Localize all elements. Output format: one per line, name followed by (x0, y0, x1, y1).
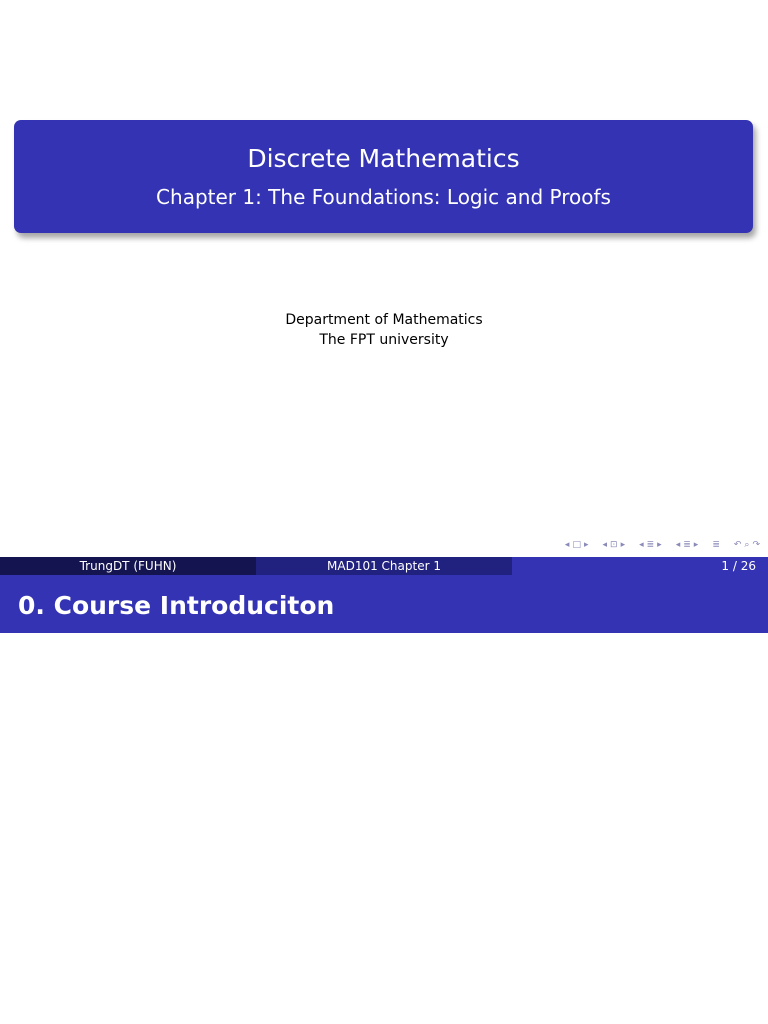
institute (0, 310, 768, 350)
footer-page-number: 1 / 26 (512, 557, 768, 575)
nav-back-icon[interactable]: ↶ (733, 540, 742, 550)
nav-document-icon[interactable]: ≣ (712, 540, 720, 550)
frame-title: 0. Course Introduciton (18, 591, 335, 620)
presentation-subtitle: Chapter 1: The Foundations: Logic and Proofs (156, 185, 611, 209)
nav-next-section-icon[interactable]: ▸ (693, 540, 699, 550)
nav-slide-icon[interactable]: ⊡ (610, 540, 618, 550)
slide-footer (0, 557, 768, 575)
footer-author: TrungDT (FUHN) (0, 557, 256, 575)
nav-section-icon[interactable]: ≣ (683, 540, 691, 550)
nav-prev-section-icon[interactable]: ◂ (675, 540, 681, 550)
nav-frame-icon[interactable]: □ (572, 540, 581, 550)
institute-line-1: Department of Mathematics (285, 312, 483, 328)
presentation-title: Discrete Mathematics (247, 144, 520, 173)
nav-subsection-icon[interactable]: ≣ (646, 540, 655, 550)
nav-forward-icon[interactable]: ↷ (752, 540, 760, 550)
nav-next-frame-icon[interactable]: ▸ (583, 540, 589, 550)
footer-short-title: MAD101 Chapter 1 (256, 557, 512, 575)
institute-line-2: The FPT university (319, 332, 449, 348)
frame-title-bar (0, 575, 768, 633)
nav-prev-slide-icon[interactable]: ◂ (602, 540, 608, 550)
nav-next-subsection-icon[interactable]: ▸ (657, 540, 662, 550)
title-block (14, 120, 753, 233)
nav-next-slide-icon[interactable]: ▸ (620, 540, 626, 550)
nav-prev-frame-icon[interactable]: ◂ (564, 540, 570, 550)
beamer-navigation-symbols[interactable] (565, 538, 760, 552)
nav-search-icon[interactable]: ⌕ (744, 540, 750, 550)
nav-prev-subsection-icon[interactable]: ◂ (639, 540, 644, 550)
